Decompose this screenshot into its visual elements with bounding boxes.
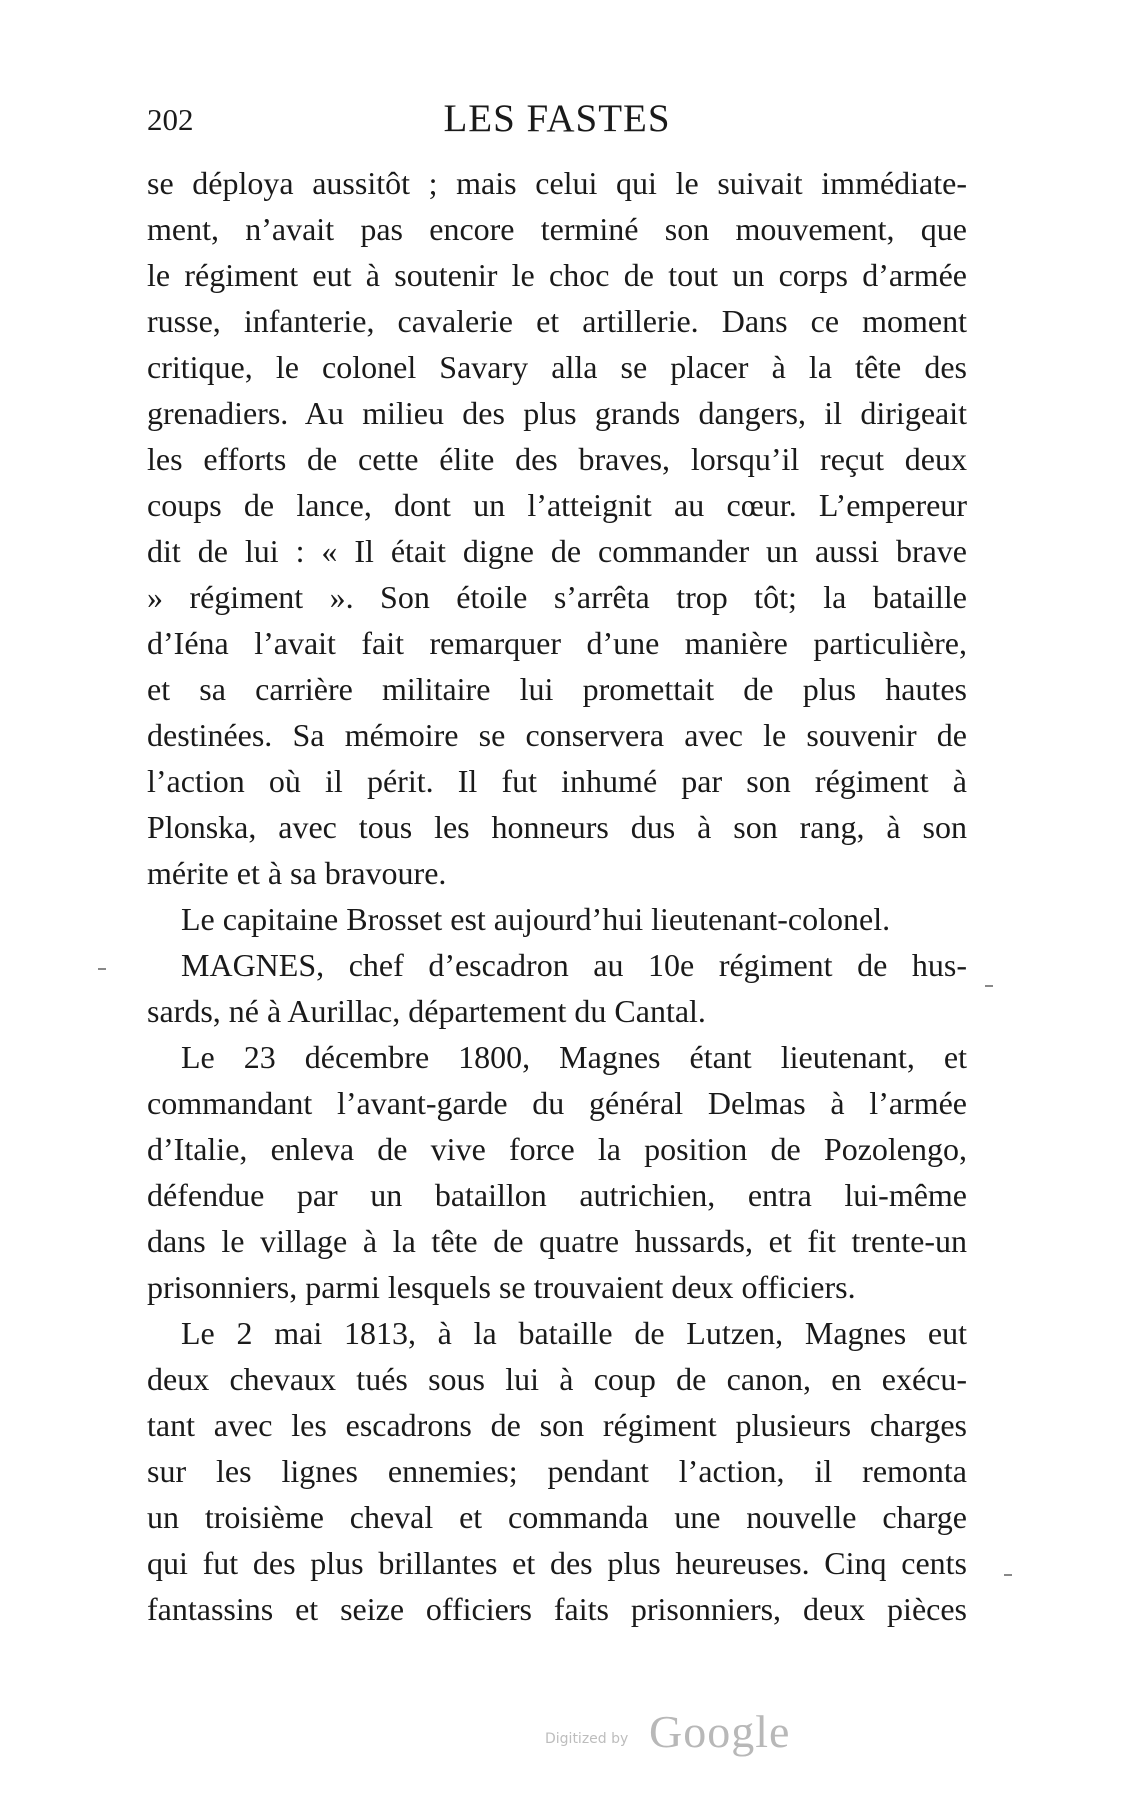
text-line: commandant l’avant-garde du général Delmas à l’armée (147, 1085, 967, 1121)
margin-mark (985, 985, 993, 987)
text-line: fantassins et seize officiers faits prisonniers, deux pièces (147, 1591, 967, 1627)
text-line: le régiment eut à soutenir le choc de tout un corps d’armée (147, 257, 967, 293)
text-line: Le 23 décembre 1800, Magnes étant lieutenant, et (181, 1039, 967, 1075)
text-line: d’Iéna l’avait fait remarquer d’une manière particulière, (147, 625, 967, 661)
margin-mark (98, 968, 106, 970)
text-line: Le capitaine Brosset est aujourd’hui lieutenant-colonel. (181, 901, 891, 937)
text-line: russe, infanterie, cavalerie et artillerie. Dans ce moment (147, 303, 967, 339)
text-line: prisonniers, parmi lesquels se trouvaient deux officiers. (147, 1269, 856, 1305)
text-line: se déploya aussitôt ; mais celui qui le suivait immédiate- (147, 165, 967, 201)
text-line: » régiment ». Son étoile s’arrêta trop tôt; la bataille (147, 579, 967, 615)
text-line: tant avec les escadrons de son régiment plusieurs charges (147, 1407, 967, 1443)
text-line: sards, né à Aurillac, département du Cantal. (147, 993, 706, 1029)
text-line: sur les lignes ennemies; pendant l’action, il remonta (147, 1453, 967, 1489)
text-line: les efforts de cette élite des braves, lorsqu’il reçut deux (147, 441, 967, 477)
text-line: d’Italie, enleva de vive force la position de Pozolengo, (147, 1131, 967, 1167)
margin-mark (1004, 1574, 1012, 1576)
body-text (147, 160, 967, 1632)
text-line: dit de lui : « Il était digne de commander un aussi brave (147, 533, 967, 569)
text-line: Plonska, avec tous les honneurs dus à son rang, à son (147, 809, 967, 845)
text-line: un troisième cheval et commanda une nouvelle charge (147, 1499, 967, 1535)
text-line: grenadiers. Au milieu des plus grands dangers, il dirigeait (147, 395, 967, 431)
text-line: qui fut des plus brillantes et des plus heureuses. Cinq cents (147, 1545, 967, 1581)
text-line: destinées. Sa mémoire se conservera avec le souvenir de (147, 717, 967, 753)
page-number: 202 (147, 102, 194, 137)
running-title: LES FASTES (443, 97, 671, 140)
text-line: l’action où il périt. Il fut inhumé par son régiment à (147, 763, 967, 799)
text-line: et sa carrière militaire lui promettait de plus hautes (147, 671, 967, 707)
watermark-prefix: Digitized by (545, 1731, 629, 1747)
text-line: Le 2 mai 1813, à la bataille de Lutzen, Magnes eut (181, 1315, 967, 1351)
text-line: deux chevaux tués sous lui à coup de canon, en exécu- (147, 1361, 967, 1397)
text-line: défendue par un bataillon autrichien, entra lui-même (147, 1177, 967, 1213)
text-line: mérite et à sa bravoure. (147, 855, 447, 891)
text-line: critique, le colonel Savary alla se placer à la tête des (147, 349, 967, 385)
text-line: coups de lance, dont un l’atteignit au cœur. L’empereur (147, 487, 967, 523)
watermark-logo: Google (649, 1706, 791, 1757)
page-header (147, 96, 967, 148)
watermark (545, 1705, 805, 1755)
text-line: MAGNES, chef d’escadron au 10e régiment de hus- (181, 947, 967, 983)
text-line: ment, n’avait pas encore terminé son mouvement, que (147, 211, 967, 247)
text-line: dans le village à la tête de quatre hussards, et fit trente-un (147, 1223, 967, 1259)
